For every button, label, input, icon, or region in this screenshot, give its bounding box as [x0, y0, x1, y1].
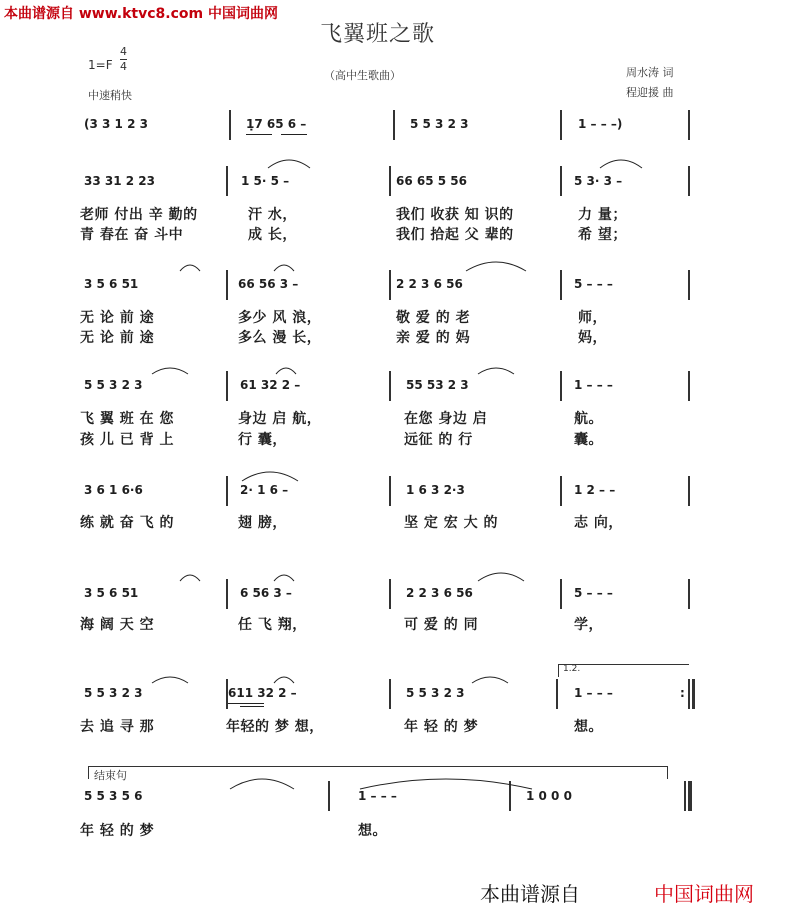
lyric-2-3-v2: 我们 拾起 父 辈的	[396, 227, 514, 243]
measure-5-3: 1 6 3 2·3	[406, 483, 465, 497]
lyric-4-4-v1: 航。	[574, 411, 603, 427]
lyric-2-4-v1: 力 量；	[578, 207, 627, 223]
lyric-2-2-v1: 汗 水，	[248, 207, 297, 223]
slur	[274, 364, 298, 376]
slur	[598, 156, 644, 170]
lyric-3-3-v1: 敬 爱 的 老	[396, 310, 471, 326]
subtitle: （高中生歌曲）	[324, 69, 401, 82]
time-signature-bottom: 4	[120, 60, 127, 73]
measure-5-4: 1 2 – –	[574, 483, 616, 497]
measure-8-1: 5 5 3 5 6	[84, 789, 143, 803]
slur	[178, 571, 202, 583]
coda-label: 结束句	[94, 769, 127, 782]
key-signature: 1=F	[88, 58, 113, 72]
lyric-3-2-v1: 多少 风 浪，	[238, 310, 322, 326]
lyric-4-1-v2: 孩 儿 已 背 上	[80, 432, 174, 448]
lyric-3-3-v2: 亲 爱 的 妈	[396, 330, 471, 346]
tie	[358, 775, 534, 791]
measure-4-4: 1 – – –	[574, 378, 613, 392]
measure-1-2: 1̣7 65 6 –	[246, 117, 307, 131]
measure-1-1: (3 3 1 2 3	[84, 117, 148, 131]
lyric-3-4-v1: 师，	[578, 310, 607, 326]
measure-3-4: 5 – – –	[574, 277, 613, 291]
lyric-6-1: 海 阔 天 空	[80, 617, 155, 633]
slur	[150, 364, 190, 376]
measure-6-3: 2 2 3 6 56	[406, 586, 473, 600]
lyric-7-3: 年 轻 的 梦	[404, 719, 479, 735]
measure-2-2: 1 5· 5 –	[241, 174, 290, 188]
measure-6-1: 3 5 6 51	[84, 586, 139, 600]
measure-4-2: 61 32 2 –	[240, 378, 301, 392]
measure-1-3: 5 5 3 2 3	[410, 117, 469, 131]
measure-2-1: 33 31 2 23	[84, 174, 155, 188]
slur	[464, 259, 528, 273]
measure-5-2: 2· 1 6 –	[240, 483, 289, 497]
measure-7-2: 611 32 2 –	[228, 686, 297, 700]
slur	[228, 775, 296, 791]
slur	[476, 364, 516, 376]
bottom-watermark-source: 本曲谱源自	[480, 882, 580, 906]
lyric-3-2-v2: 多么 漫 长，	[238, 330, 322, 346]
song-title: 飞翼班之歌	[320, 22, 436, 47]
slur	[266, 156, 312, 170]
time-signature	[120, 46, 127, 73]
composer: 程迎援 曲	[626, 86, 674, 99]
top-watermark: 本曲谱源自 www.ktvc8.com 中国词曲网	[4, 6, 278, 22]
volta-label: 1.2.	[563, 664, 581, 674]
measure-3-2: 66 56 3 –	[238, 277, 299, 291]
lyric-4-3-v1: 在您 身边 启	[404, 411, 488, 427]
lyric-3-1-v1: 无 论 前 途	[80, 310, 155, 326]
measure-4-1: 5 5 3 2 3	[84, 378, 143, 392]
measure-1-4: 1 – – –)	[578, 117, 623, 131]
repeat-dots: :	[680, 686, 685, 700]
slur	[470, 673, 510, 685]
slur	[240, 469, 300, 483]
lyric-3-1-v2: 无 论 前 途	[80, 330, 155, 346]
lyric-6-4: 学，	[574, 617, 603, 633]
lyric-5-3: 坚 定 宏 大 的	[404, 515, 498, 531]
lyric-5-4: 志 向，	[574, 515, 623, 531]
measure-3-1: 3 5 6 51	[84, 277, 139, 291]
lyric-8-1: 年 轻 的 梦	[80, 823, 155, 839]
measure-4-3: 55 53 2 3	[406, 378, 469, 392]
lyric-6-2: 任 飞 翔，	[238, 617, 307, 633]
time-signature-top: 4	[120, 45, 127, 58]
measure-7-1: 5 5 3 2 3	[84, 686, 143, 700]
measure-8-2: 1 – – –	[358, 789, 397, 803]
lyric-2-3-v1: 我们 收获 知 识的	[396, 207, 514, 223]
measure-2-4: 5 3· 3 –	[574, 174, 623, 188]
lyric-8-2: 想。	[358, 823, 387, 839]
measure-8-3: 1 0 0 0	[526, 789, 572, 803]
measure-7-4: 1 – – –	[574, 686, 613, 700]
lyricist: 周水涛 词	[626, 66, 674, 79]
slur	[272, 261, 296, 273]
slur	[272, 571, 296, 583]
lyric-4-3-v2: 远征 的 行	[404, 432, 473, 448]
lyric-4-2-v2: 行 囊，	[238, 432, 287, 448]
lyric-2-2-v2: 成 长，	[248, 227, 297, 243]
lyric-5-2: 翅 膀，	[238, 515, 287, 531]
tempo-marking: 中速稍快	[88, 89, 132, 102]
lyric-4-4-v2: 囊。	[574, 432, 603, 448]
lyric-5-1: 练 就 奋 飞 的	[80, 515, 174, 531]
lyric-7-1: 去 追 寻 那	[80, 719, 155, 735]
slur	[476, 569, 526, 583]
bottom-watermark-site: 中国词曲网	[654, 882, 754, 906]
measure-6-4: 5 – – –	[574, 586, 613, 600]
measure-6-2: 6 56 3 –	[240, 586, 292, 600]
slur	[272, 673, 296, 685]
measure-5-1: 3 6 1 6·6	[84, 483, 143, 497]
lyric-3-4-v2: 妈，	[578, 330, 607, 346]
slur	[150, 673, 190, 685]
measure-2-3: 66 65 5 56	[396, 174, 467, 188]
slur	[178, 261, 202, 273]
measure-3-3: 2 2 3 6 56	[396, 277, 463, 291]
lyric-7-4: 想。	[574, 719, 603, 735]
lyric-7-2: 年轻的 梦 想，	[226, 719, 324, 735]
lyric-2-1-v2: 青 春在 奋 斗中	[80, 227, 184, 243]
lyric-4-2-v1: 身边 启 航，	[238, 411, 322, 427]
lyric-4-1-v1: 飞 翼 班 在 您	[80, 411, 174, 427]
measure-7-3: 5 5 3 2 3	[406, 686, 465, 700]
lyric-2-4-v2: 希 望；	[578, 227, 627, 243]
lyric-6-3: 可 爱 的 同	[404, 617, 479, 633]
lyric-2-1-v1: 老师 付出 辛 勤的	[80, 207, 198, 223]
